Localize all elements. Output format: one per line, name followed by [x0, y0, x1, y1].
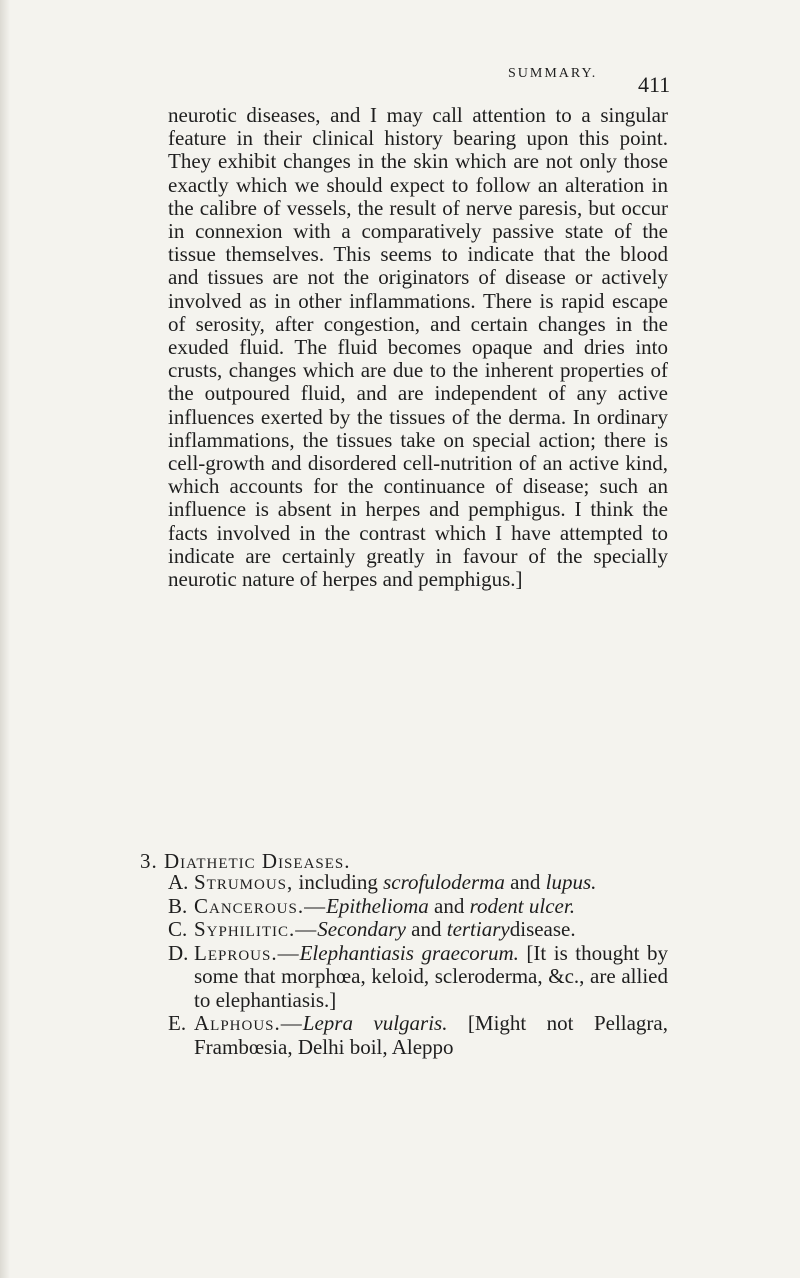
item-category: Leprous.— [194, 940, 300, 965]
list-item [168, 918, 668, 942]
list-item [168, 871, 668, 895]
item-rest: disease. [509, 917, 576, 941]
item-italic: Elephantiasis graecorum. [299, 940, 519, 965]
item-category: Strumous, [194, 870, 294, 894]
item-letter: A. [168, 870, 189, 894]
section-number: 3. [140, 849, 158, 873]
item-category: Cancerous.— [194, 893, 327, 918]
running-head-title: SUMMARY. [508, 66, 598, 81]
body-paragraph [168, 104, 668, 591]
item-italic-2: rodent ulcer. [469, 893, 575, 918]
disease-list [168, 871, 668, 1059]
item-rest: [It is thought by some that morphœa, keloid, scleroderma, &c., are allied to elephantiasis.] [194, 940, 668, 1012]
item-letter: D. [168, 940, 189, 965]
list-item [168, 942, 668, 1013]
page-gutter [0, 0, 10, 1278]
item-italic: Epithelioma [326, 893, 429, 918]
page-number: 411 [638, 72, 671, 97]
item-italic-2: tertiary [446, 917, 510, 941]
item-category: Alphous.— [194, 1011, 303, 1035]
item-letter: E. [168, 1011, 187, 1035]
running-head [168, 58, 671, 97]
item-category: Syphilitic.— [194, 917, 318, 941]
list-item [168, 895, 668, 919]
list-item [168, 1012, 668, 1059]
section-title: Diathetic Diseases. [164, 849, 351, 873]
item-italic-2: lupus. [545, 870, 597, 894]
item-conj: and [510, 870, 541, 894]
item-text: including [298, 870, 378, 894]
item-italic: Lepra vulgaris. [302, 1011, 448, 1035]
item-conj: and [411, 917, 442, 941]
item-conj: and [434, 893, 465, 918]
item-italic: Secondary [317, 917, 406, 941]
item-letter: C. [168, 917, 188, 941]
item-rest: [Might not Pellagra, Frambœsia, Delhi boil, Aleppo [194, 1011, 668, 1059]
item-italic: scrofuloderma [383, 870, 505, 894]
item-letter: B. [168, 893, 188, 918]
paragraph-text: neurotic diseases, and I may call attention to a singular feature in their clinical history bearing upon this point. They exhibit changes in the skin which are not only those exactly which we should expect to follow an alteration in the calibre of vessels, the result of nerve paresis, but occur in connexion with a comparatively passive state of the tissue themselves. This seems to indicate that the blood and tissues are not the originators of disease or actively involved as in other inflammations. There is rapid escape of serosity, after congestion, and certain changes in the exuded fluid. The fluid becomes opaque and dries into crusts, changes which are due to the inherent properties of the outpoured fluid, and are independent of any active influences exerted by the tissues of the derma. In ordinary inflammations, the tissues take on special action; there is cell-growth and disordered cell-nutrition of an active kind, which accounts for the continuance of disease; such an influence is absent in herpes and pemphigus. I think the facts involved in the contrast which I have attempted to indicate are certainly greatly in favour of the specially neurotic nature of herpes and pemphigus.] [168, 103, 668, 592]
